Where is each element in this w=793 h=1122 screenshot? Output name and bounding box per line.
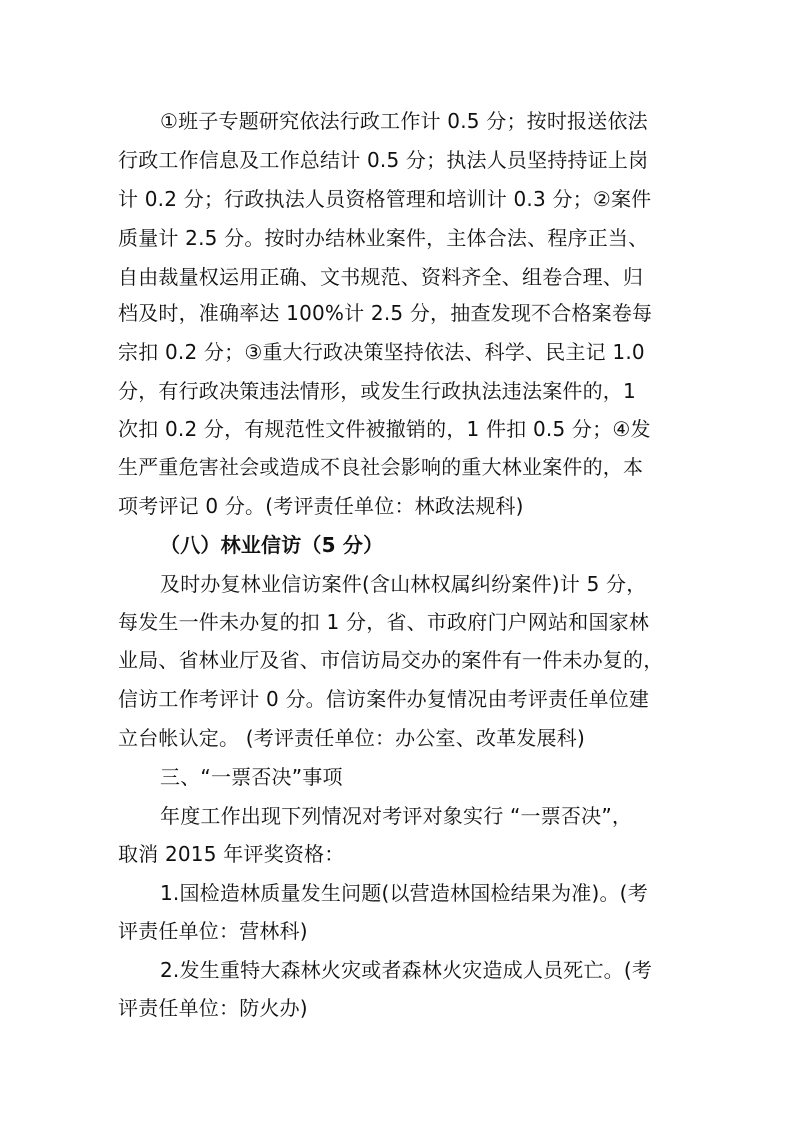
paragraph-line: 分，有行政决策违法情形，或发生行政执法违法案件的，1	[118, 379, 636, 403]
list-item-line: 评责任单位：营林科)	[118, 919, 308, 943]
paragraph-line: 项考评记 0 分。(考评责任单位：林政法规科)	[118, 494, 524, 518]
paragraph-line: 次扣 0.2 分，有规范性文件被撤销的，1 件扣 0.5 分；④发	[118, 417, 651, 441]
paragraph-line: 行政工作信息及工作总结计 0.5 分；执法人员坚持持证上岗	[118, 148, 649, 172]
paragraph-line: 计 0.2 分；行政执法人员资格管理和培训计 0.3 分；②案件	[118, 187, 652, 211]
paragraph-line: 自由裁量权运用正确、文书规范、资料齐全、组卷合理、归	[118, 265, 644, 289]
list-item-line: 2.发生重特大森林火灾或者森林火灾造成人员死亡。(考	[160, 958, 653, 982]
paragraph-line: 业局、省林业厅及省、市信访局交办的案件有一件未办复的，	[118, 648, 664, 672]
paragraph-line: 取消 2015 年评奖资格：	[118, 842, 345, 866]
list-item-line: 评责任单位：防火办)	[118, 996, 308, 1020]
paragraph-line: 立台帐认定。 (考评责任单位：办公室、改革发展科)	[118, 726, 585, 750]
paragraph-line: 质量计 2.5 分。按时办结林业案件，主体合法、程序正当、	[118, 226, 649, 250]
paragraph-line: 档及时，准确率达 100%计 2.5 分，抽查发现不合格案卷每	[118, 301, 653, 325]
paragraph-line: 生严重危害社会或造成不良社会影响的重大林业案件的，本	[118, 455, 644, 479]
paragraph-line: 及时办复林业信访案件(含山林权属纠纷案件)计 5 分，	[160, 572, 647, 596]
list-item-line: 1.国检造林质量发生问题(以营造林国检结果为准)。(考	[160, 881, 648, 905]
paragraph-line: 每发生一件未办复的扣 1 分，省、市政府门户网站和国家林	[118, 610, 650, 634]
paragraph-line: 信访工作考评计 0 分。信访案件办复情况由考评责任单位建	[118, 687, 650, 711]
paragraph-line: 宗扣 0.2 分；③重大行政决策坚持依法、科学、民主记 1.0	[118, 340, 645, 364]
paragraph-line: ①班子专题研究依法行政工作计 0.5 分；按时报送依法	[160, 109, 648, 133]
section-heading: 三、“一票否决”事项	[160, 765, 343, 789]
paragraph-line: 年度工作出现下列情况对考评对象实行 “一票否决”，	[160, 804, 633, 828]
section-heading: （八）林业信访（5 分）	[160, 533, 384, 557]
